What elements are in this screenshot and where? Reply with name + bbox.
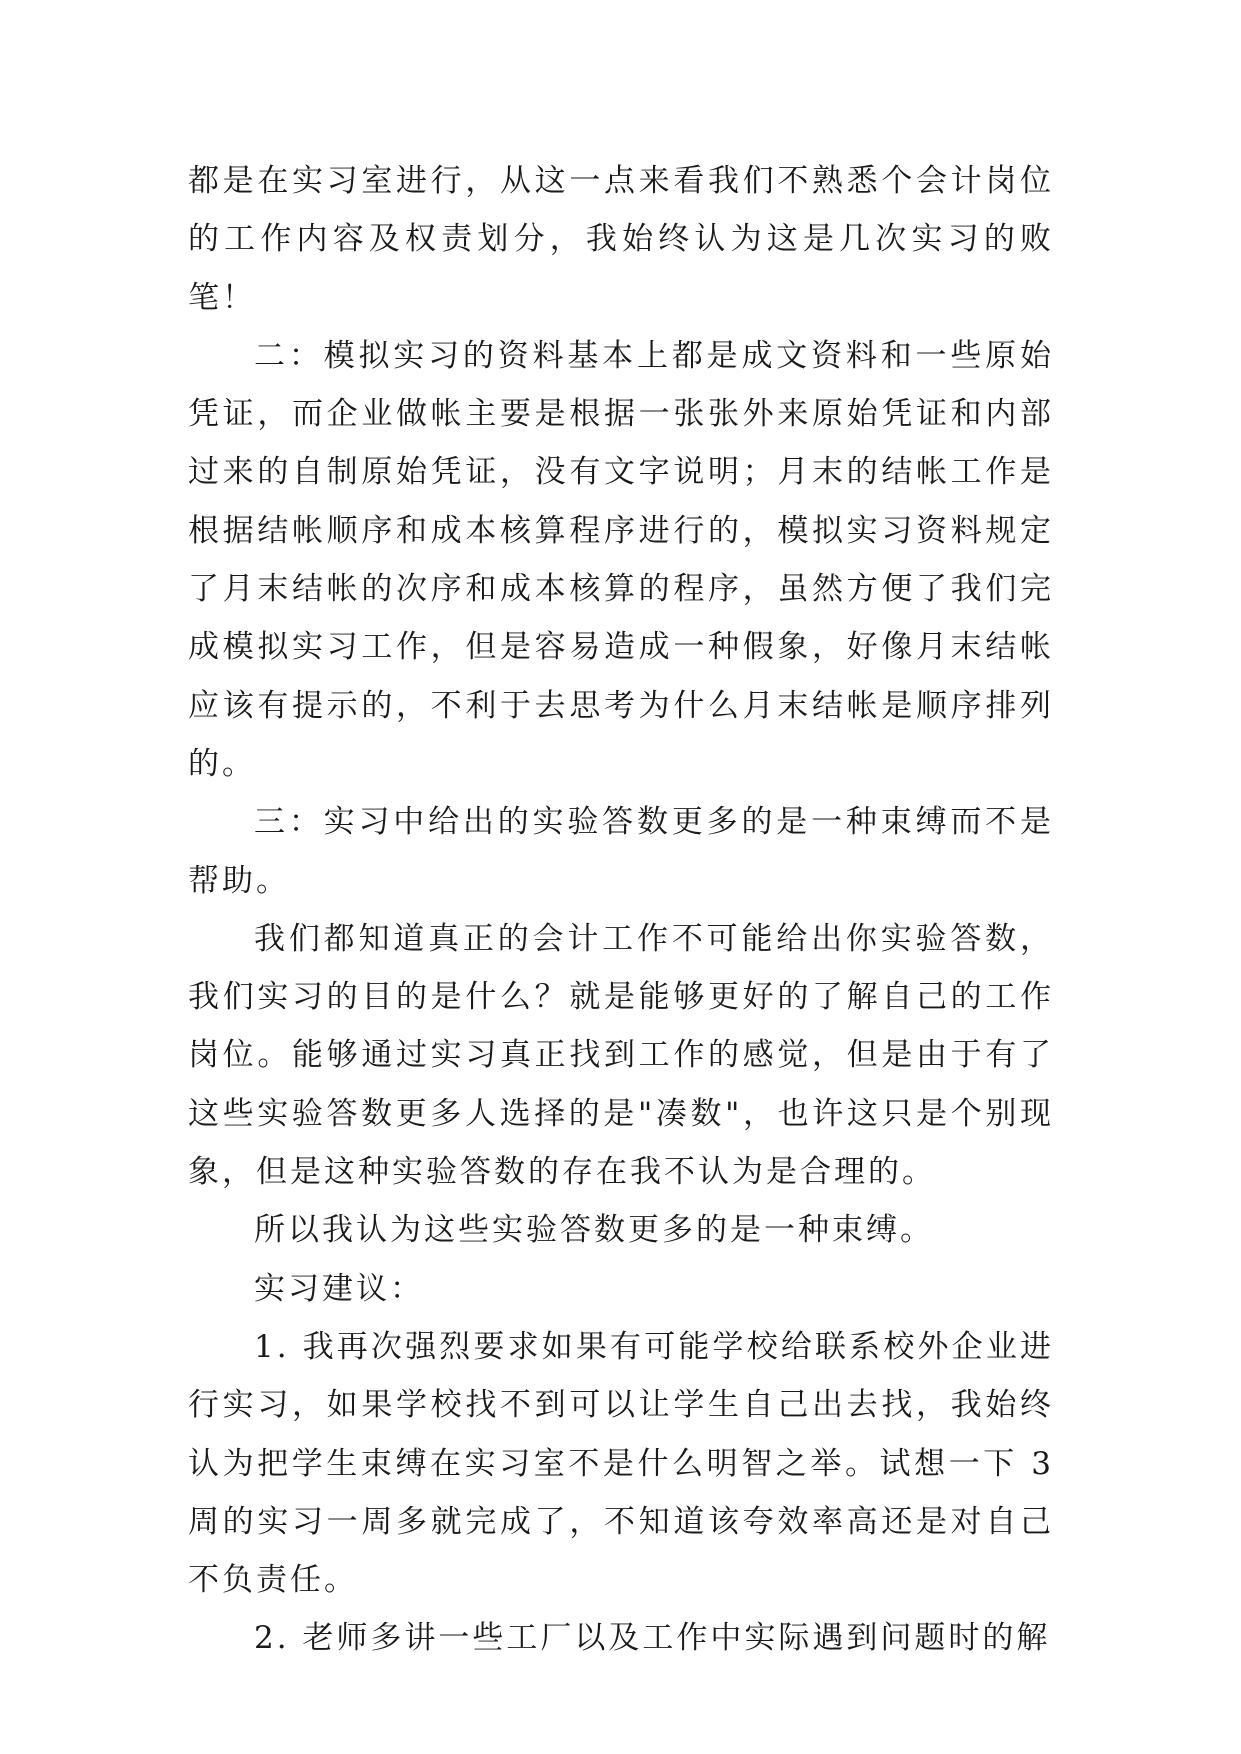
suggestion-item-2: 2. 老师多讲一些工厂以及工作中实际遇到问题时的解	[254, 1620, 1051, 1657]
section-heading-suggestions: 实习建议：	[254, 1270, 424, 1307]
document-body	[188, 152, 1054, 1668]
paragraph-point-two: 二：模拟实习的资料基本上都是成文资料和一些原始凭证，而企业做帐主要是根据一张张外来原始凭证和内部过来的自制原始凭证，没有文字说明；月末的结帐工作是根据结帐顺序和成本核算程序进行的，模拟实习资料规定了月末结帐的次序和成本核算的程序，虽然方便了我们完成模拟实习工作，但是容易造成一种假象，好像月末结帐应该有提示的，不利于去思考为什么月末结帐是顺序排列的。	[188, 337, 1054, 782]
paragraph-conclusion: 所以我认为这些实验答数更多的是一种束缚。	[254, 1212, 934, 1249]
suggestion-item-1: 1. 我再次强烈要求如果有可能学校给联系校外企业进行实习，如果学校找不到可以让学生自己出去找，我始终认为把学生束缚在实习室不是什么明智之举。试想一下 3 周的实习一周多就完成了，不知道该夸效率高还是对自己不负责任。	[188, 1328, 1054, 1599]
paragraph-explanation: 我们都知道真正的会计工作不可能给出你实验答数，我们实习的目的是什么？就是能够更好的了解自己的工作岗位。能够通过实习真正找到工作的感觉，但是由于有了这些实验答数更多人选择的是"凑数"，也许这只是个别现象，但是这种实验答数的存在我不认为是合理的。	[188, 920, 1054, 1191]
paragraph-point-three: 三：实习中给出的实验答数更多的是一种束缚而不是帮助。	[188, 804, 1054, 899]
paragraph-continuation: 都是在实习室进行，从这一点来看我们不熟悉个会计岗位的工作内容及权责划分，我始终认为这是几次实习的败笔！	[188, 163, 1054, 316]
